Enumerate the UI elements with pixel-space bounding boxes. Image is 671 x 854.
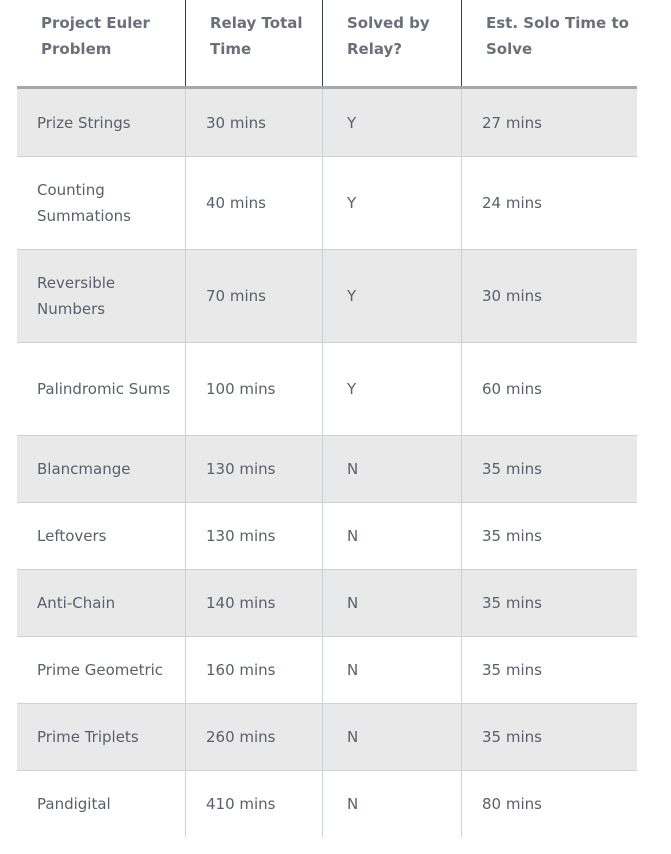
cell-solved: N	[322, 503, 461, 569]
header-problem: Project Euler Problem	[41, 14, 150, 58]
table-row	[17, 637, 637, 704]
cell-solo-time: 80 mins	[461, 771, 637, 837]
table-row	[17, 250, 637, 343]
cell-solo-time: 60 mins	[461, 343, 637, 435]
cell-solved: N	[322, 637, 461, 703]
relay-results-table	[17, 0, 637, 837]
cell-problem: Reversible Numbers	[37, 274, 116, 318]
table-row	[17, 570, 637, 637]
cell-solo-time: 35 mins	[461, 637, 637, 703]
cell-relay-time: 410 mins	[185, 771, 322, 837]
cell-relay-time: 30 mins	[185, 89, 322, 156]
cell-solo-time: 35 mins	[461, 570, 637, 636]
table-row	[17, 503, 637, 570]
cell-solved: N	[322, 570, 461, 636]
cell-relay-time: 40 mins	[185, 157, 322, 249]
cell-solved: Y	[322, 89, 461, 156]
cell-solved: N	[322, 436, 461, 502]
table-row	[17, 343, 637, 436]
header-relay-total-time: Relay Total Time	[185, 0, 322, 86]
cell-solo-time: 35 mins	[461, 704, 637, 770]
table-row	[17, 89, 637, 157]
cell-solved: N	[322, 704, 461, 770]
cell-relay-time: 140 mins	[185, 570, 322, 636]
cell-problem: Palindromic Sums	[37, 380, 171, 398]
cell-solo-time: 30 mins	[461, 250, 637, 342]
cell-relay-time: 70 mins	[185, 250, 322, 342]
cell-problem: Blancmange	[37, 460, 131, 478]
cell-solo-time: 35 mins	[461, 436, 637, 502]
cell-relay-time: 260 mins	[185, 704, 322, 770]
cell-solo-time: 27 mins	[461, 89, 637, 156]
cell-problem: Prime Geometric	[37, 661, 164, 679]
cell-problem: Pandigital	[37, 795, 111, 813]
header-solved-by-relay: Solved by Relay?	[322, 0, 461, 86]
cell-problem: Prime Triplets	[37, 728, 139, 746]
header-est-solo-time: Est. Solo Time to Solve	[461, 0, 637, 86]
cell-solo-time: 24 mins	[461, 157, 637, 249]
cell-problem: Prize Strings	[37, 113, 131, 132]
table-row	[17, 157, 637, 250]
cell-solved: N	[322, 771, 461, 837]
cell-problem: Counting Summations	[37, 181, 131, 225]
cell-relay-time: 130 mins	[185, 436, 322, 502]
cell-relay-time: 160 mins	[185, 637, 322, 703]
cell-solved: Y	[322, 157, 461, 249]
table-row	[17, 436, 637, 503]
cell-problem: Leftovers	[37, 527, 107, 545]
table-row	[17, 704, 637, 771]
cell-relay-time: 130 mins	[185, 503, 322, 569]
cell-solved: Y	[322, 250, 461, 342]
cell-solo-time: 35 mins	[461, 503, 637, 569]
cell-solved: Y	[322, 343, 461, 435]
table-row	[17, 771, 637, 837]
table-header-row	[17, 0, 637, 89]
cell-problem: Anti-Chain	[37, 594, 116, 612]
cell-relay-time: 100 mins	[185, 343, 322, 435]
